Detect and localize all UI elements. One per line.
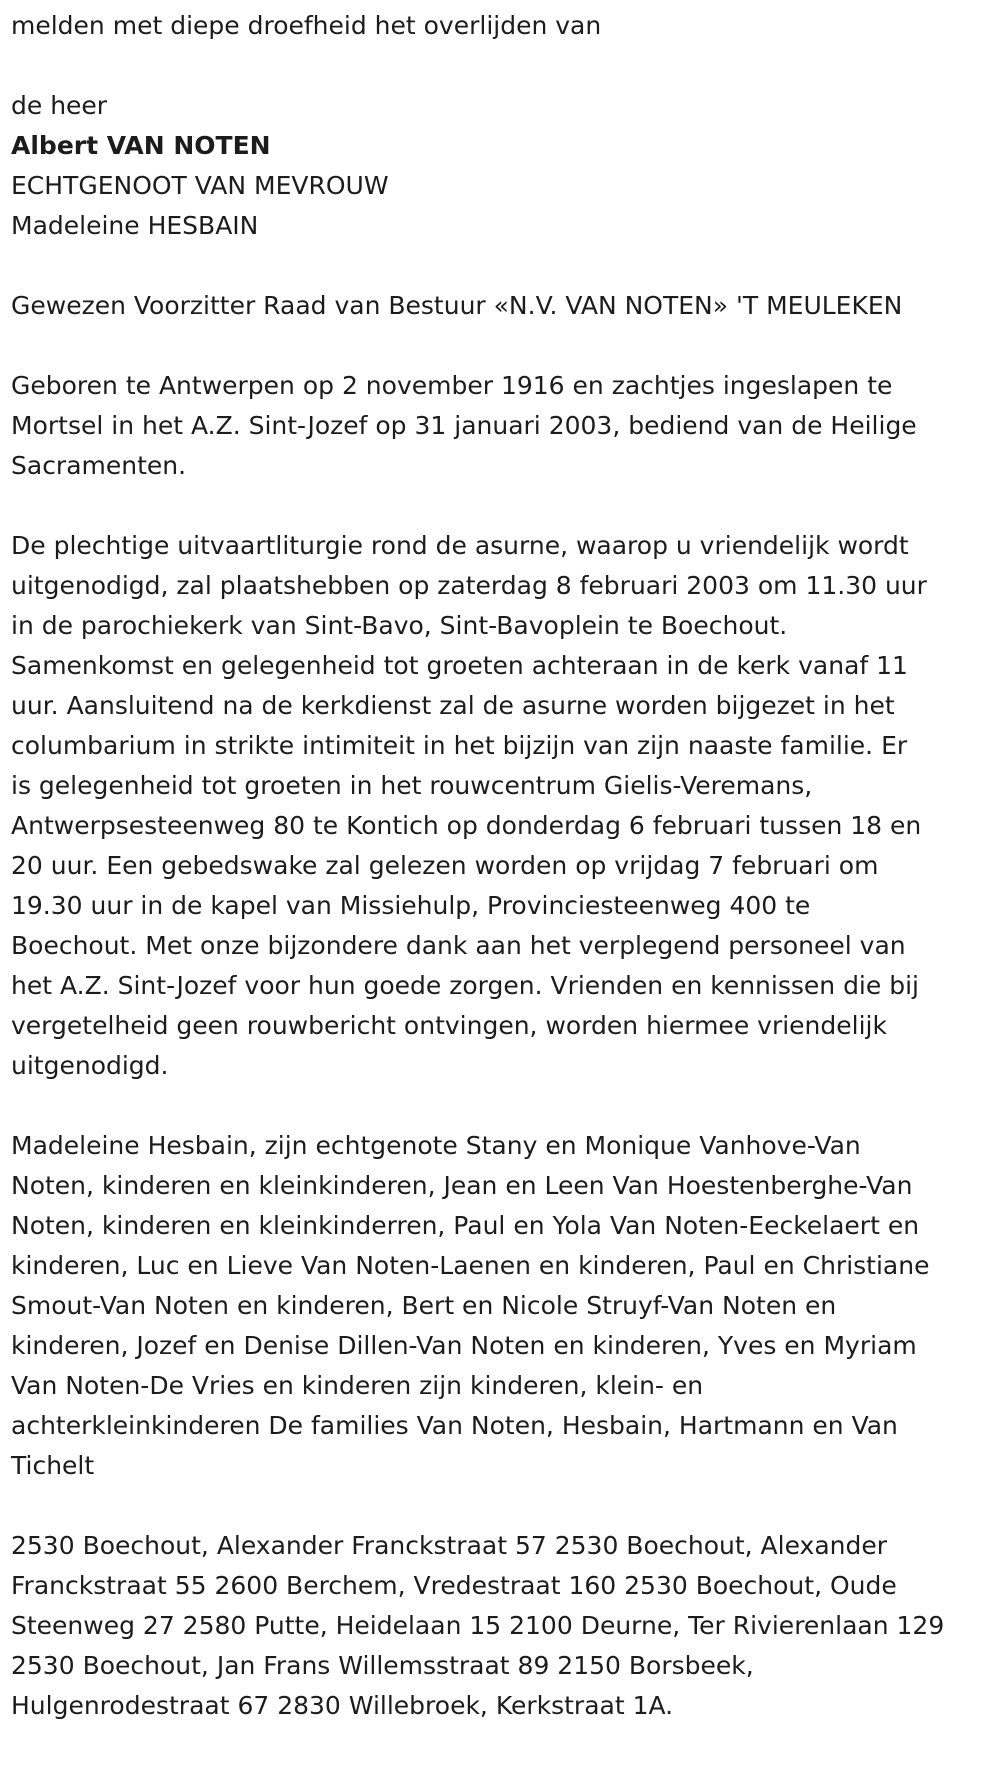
paragraph-line: 20 uur. Een gebedswake zal gelezen worden op vrijdag 7 februari om [11, 851, 879, 880]
paragraph-line: uur. Aansluitend na de kerkdienst zal de asurne worden bijgezet in het [11, 691, 895, 720]
paragraph-line: is gelegenheid tot groeten in het rouwcentrum Gielis-Veremans, [11, 771, 813, 800]
paragraph-line: Smout-Van Noten en kinderen, Bert en Nicole Struyf-Van Noten en [11, 1291, 837, 1320]
paragraph-line: Hulgenrodestraat 67 2830 Willebroek, Kerkstraat 1A. [11, 1691, 674, 1720]
spouse-name: Madeleine HESBAIN [11, 211, 259, 240]
paragraph-line: De plechtige uitvaartliturgie rond de asurne, waarop u vriendelijk wordt [11, 531, 909, 560]
obituary-document [11, 6, 996, 1726]
deceased-name: Albert VAN NOTEN [11, 131, 271, 160]
former-role: Gewezen Voorzitter Raad van Bestuur «N.V. VAN NOTEN» 'T MEULEKEN [11, 291, 903, 320]
paragraph-line: Mortsel in het A.Z. Sint-Jozef op 31 januari 2003, bediend van de Heilige [11, 411, 917, 440]
birth-death-paragraph [11, 366, 996, 486]
paragraph-line: Samenkomst en gelegenheid tot groeten achteraan in de kerk vanaf 11 [11, 651, 908, 680]
paragraph-line: kinderen, Luc en Lieve Van Noten-Laenen en kinderen, Paul en Christiane [11, 1251, 930, 1280]
spacer [11, 326, 996, 366]
paragraph-line: Noten, kinderen en kleinkinderen, Jean en Leen Van Hoestenberghe-Van [11, 1171, 913, 1200]
paragraph-line: Noten, kinderen en kleinkinderren, Paul en Yola Van Noten-Eeckelaert en [11, 1211, 920, 1240]
paragraph-line: Tichelt [11, 1451, 95, 1480]
paragraph-line: in de parochiekerk van Sint-Bavo, Sint-Bavoplein te Boechout. [11, 611, 788, 640]
spouse-title: ECHTGENOOT VAN MEVROUW [11, 171, 389, 200]
paragraph-line: 19.30 uur in de kapel van Missiehulp, Provinciesteenweg 400 te [11, 891, 811, 920]
family-paragraph [11, 1126, 996, 1486]
paragraph-line: Madeleine Hesbain, zijn echtgenote Stany en Monique Vanhove-Van [11, 1131, 861, 1160]
spacer [11, 246, 996, 286]
spacer [11, 1486, 996, 1526]
paragraph-line: achterkleinkinderen De families Van Noten, Hesbain, Hartmann en Van [11, 1411, 898, 1440]
salutation: de heer [11, 91, 108, 120]
ceremony-paragraph [11, 526, 996, 1086]
paragraph-line: Van Noten-De Vries en kinderen zijn kinderen, klein- en [11, 1371, 704, 1400]
paragraph-line: uitgenodigd, zal plaatshebben op zaterdag 8 februari 2003 om 11.30 uur [11, 571, 927, 600]
paragraph-line: Sacramenten. [11, 451, 187, 480]
paragraph-line: Franckstraat 55 2600 Berchem, Vredestraat 160 2530 Boechout, Oude [11, 1571, 897, 1600]
paragraph-line: Geboren te Antwerpen op 2 november 1916 en zachtjes ingeslapen te [11, 371, 893, 400]
paragraph-line: het A.Z. Sint-Jozef voor hun goede zorgen. Vrienden en kennissen die bij [11, 971, 919, 1000]
paragraph-line: vergetelheid geen rouwbericht ontvingen, worden hiermee vriendelijk [11, 1011, 887, 1040]
paragraph-line: Boechout. Met onze bijzondere dank aan het verplegend personeel van [11, 931, 906, 960]
paragraph-line: 2530 Boechout, Jan Frans Willemsstraat 89 2150 Borsbeek, [11, 1651, 754, 1680]
spacer [11, 1086, 996, 1126]
paragraph-line: kinderen, Jozef en Denise Dillen-Van Noten en kinderen, Yves en Myriam [11, 1331, 917, 1360]
paragraph-line: 2530 Boechout, Alexander Franckstraat 57 2530 Boechout, Alexander [11, 1531, 888, 1560]
intro-text: melden met diepe droefheid het overlijden van [11, 11, 602, 40]
spacer [11, 46, 996, 86]
spacer [11, 486, 996, 526]
addresses-paragraph [11, 1526, 996, 1726]
paragraph-line: Antwerpsesteenweg 80 te Kontich op donderdag 6 februari tussen 18 en [11, 811, 922, 840]
paragraph-line: Steenweg 27 2580 Putte, Heidelaan 15 2100 Deurne, Ter Rivierenlaan 129 [11, 1611, 945, 1640]
paragraph-line: uitgenodigd. [11, 1051, 169, 1080]
paragraph-line: columbarium in strikte intimiteit in het bijzijn van zijn naaste familie. Er [11, 731, 908, 760]
